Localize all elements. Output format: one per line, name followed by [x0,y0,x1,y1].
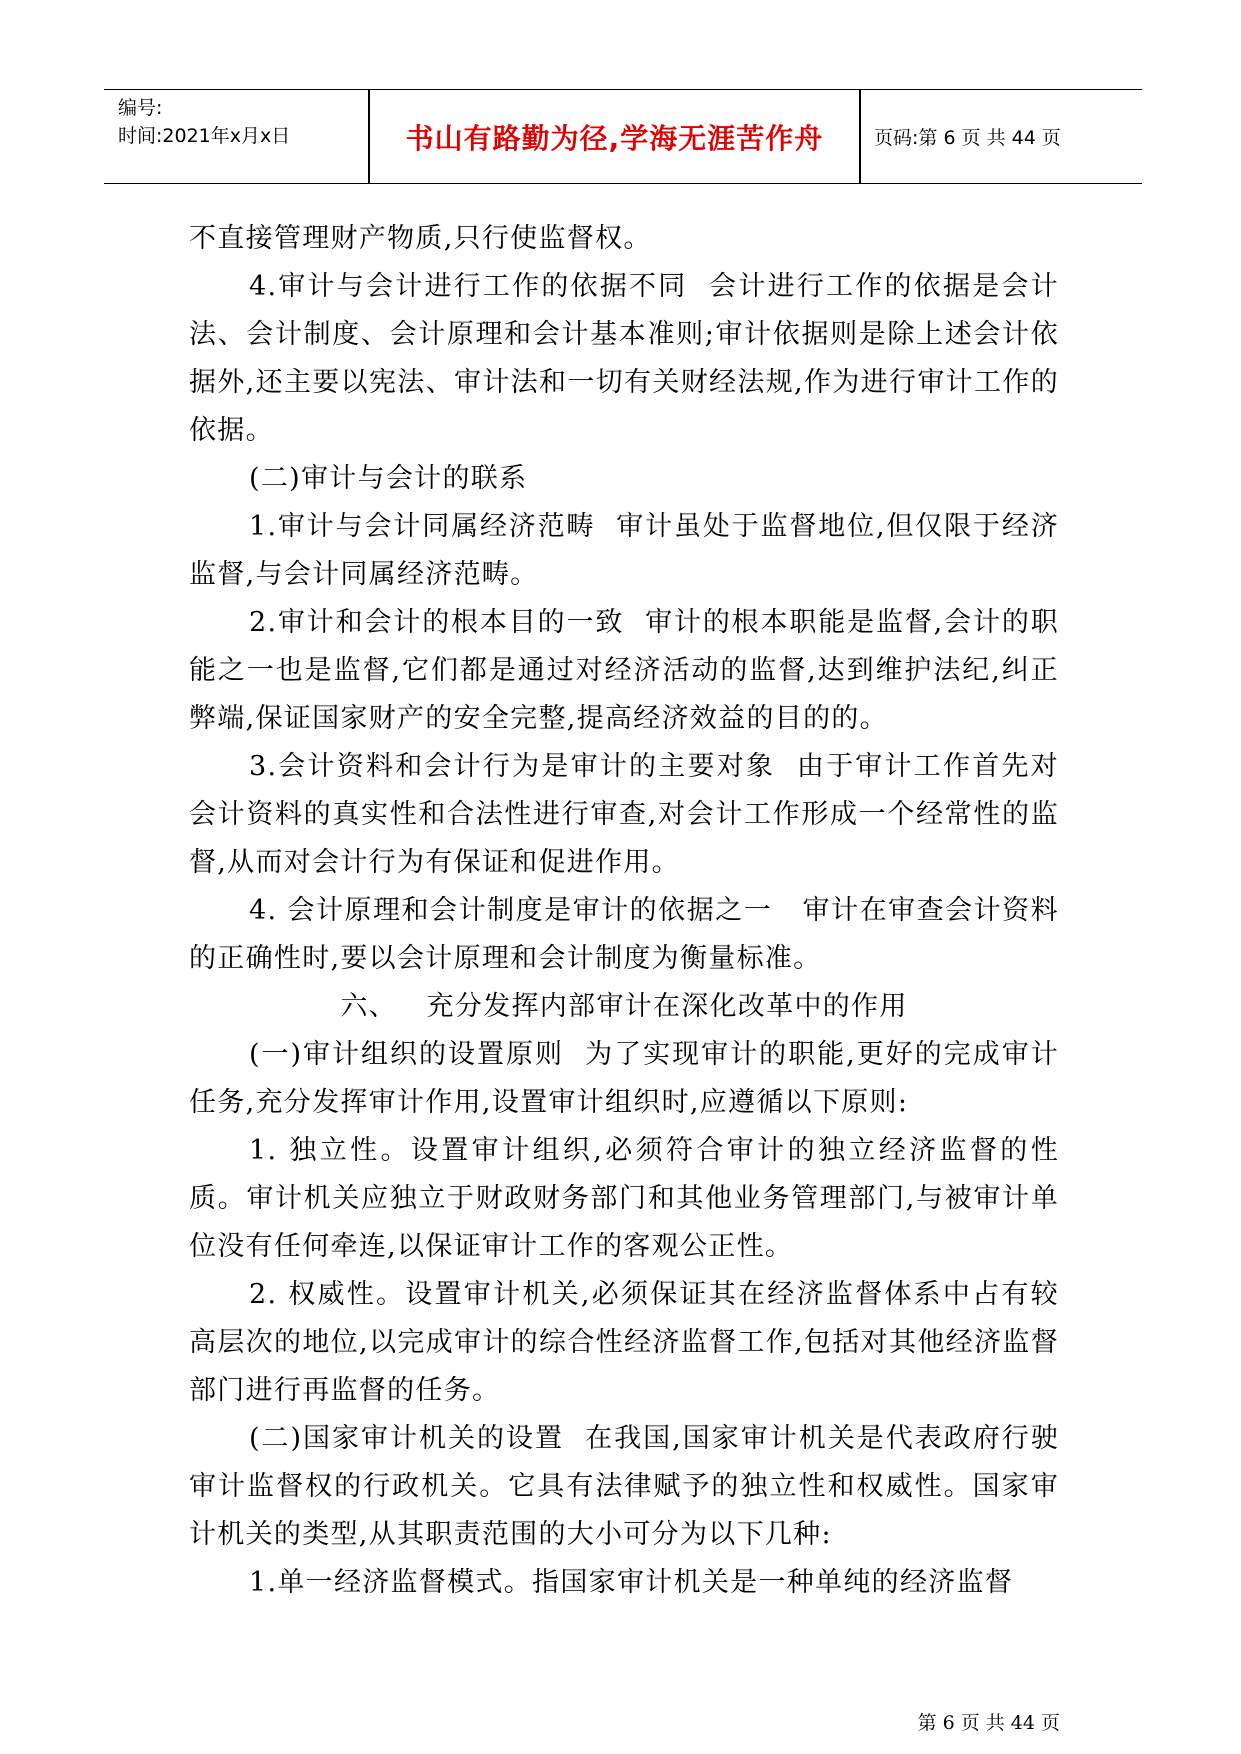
chapter-heading: 六、 充分发挥内部审计在深化改革中的作用 [340,991,908,1022]
paragraph: 1.审计与会计同属经济范畴 审计虽处于监督地位,但仅限于经济监督,与会计同属经济范畴。 [189,511,1059,590]
number-label: 编号: [118,97,163,119]
paragraph: 3.会计资料和会计行为是审计的主要对象 由于审计工作首先对会计资料的真实性和合法性进行审查,对会计工作形成一个经常性的监督,从而对会计行为有保证和促进作用。 [189,751,1059,878]
paragraph: 1.单一经济监督模式。指国家审计机关是一种单纯的经济监督 [249,1567,1014,1598]
page-header [104,89,1142,184]
document-body [189,215,1059,1607]
paragraph: 不直接管理财产物质,只行使监督权。 [189,223,652,254]
paragraph: (一)审计组织的设置原则 为了实现审计的职能,更好的完成审计任务,充分发挥审计作用,设置审计组织时,应遵循以下原则: [189,1039,1059,1118]
header-page-info: 页码:第 6 页 共 44 页 [874,127,1061,149]
time-label: 时间:2021年x月x日 [118,125,291,147]
paragraph: (二)国家审计机关的设置 在我国,国家审计机关是代表政府行驶审计监督权的行政机关。它具有法律赋予的独立性和权威性。国家审计机关的类型,从其职责范围的大小可分为以下几种: [189,1423,1059,1550]
paragraph: 2. 权威性。设置审计机关,必须保证其在经济监督体系中占有较高层次的地位,以完成审计的综合性经济监督工作,包括对其他经济监督部门进行再监督的任务。 [189,1279,1059,1406]
paragraph: 4.审计与会计进行工作的依据不同 会计进行工作的依据是会计法、会计制度、会计原理和会计基本准则;审计依据则是除上述会计依据外,还主要以宪法、审计法和一切有关财经法规,作为进行审计工作的依据。 [189,271,1059,446]
section-heading: (二)审计与会计的联系 [249,463,528,494]
header-motto: 书山有路勤为径,学海无涯苦作舟 [405,121,824,155]
paragraph: 4. 会计原理和会计制度是审计的依据之一 审计在审查会计资料的正确性时,要以会计原理和会计制度为衡量标准。 [189,895,1059,974]
header-meta [118,94,290,150]
header-divider [859,90,861,183]
page-footer: 第 6 页 共 44 页 [917,1712,1060,1734]
paragraph: 2.审计和会计的根本目的一致 审计的根本职能是监督,会计的职能之一也是监督,它们都是通过对经济活动的监督,达到维护法纪,纠正弊端,保证国家财产的安全完整,提高经济效益的目的的。 [189,607,1059,734]
paragraph: 1. 独立性。设置审计组织,必须符合审计的独立经济监督的性质。审计机关应独立于财政财务部门和其他业务管理部门,与被审计单位没有任何牵连,以保证审计工作的客观公正性。 [189,1135,1059,1262]
